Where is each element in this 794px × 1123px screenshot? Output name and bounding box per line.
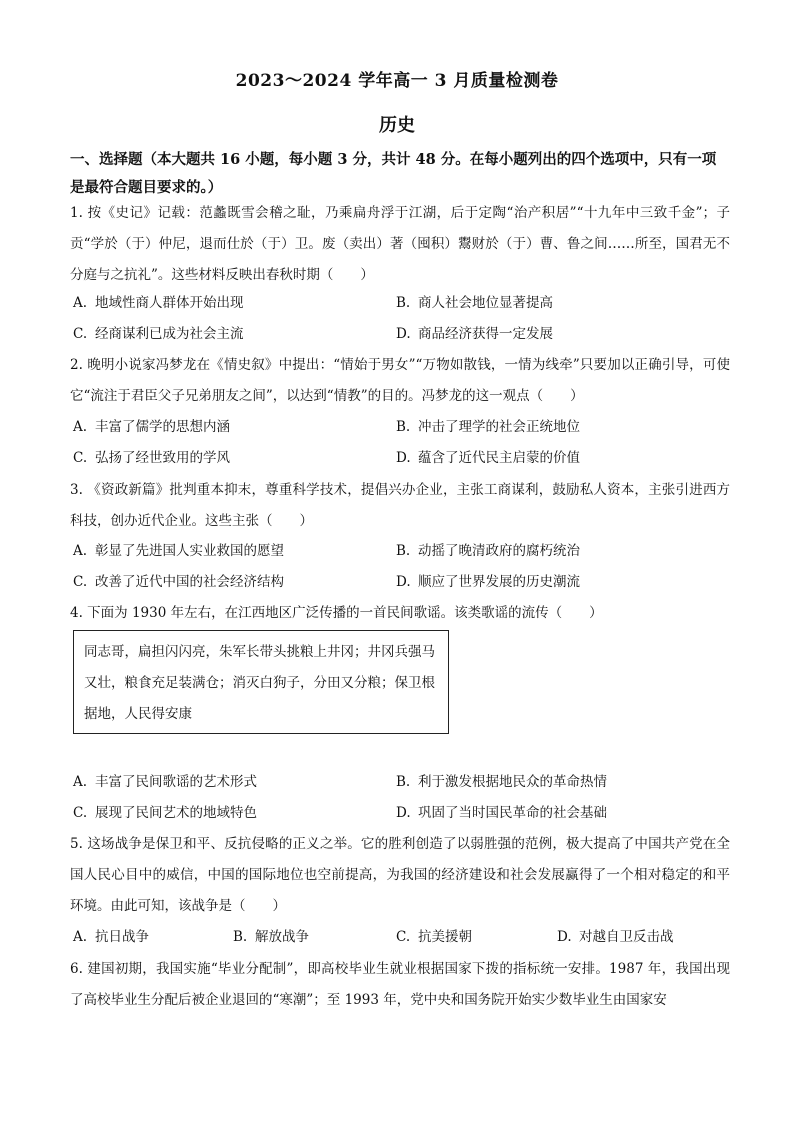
option-d: D. 巩固了当时国民革命的社会基础 xyxy=(396,805,607,821)
option-c: C. 展现了民间艺术的地域特色 xyxy=(73,805,257,821)
option-b: B. 解放战争 xyxy=(233,929,309,945)
option-a: A. 彰显了先进国人实业救国的愿望 xyxy=(73,543,284,559)
question-6-stem: 6. 建国初期，我国实施“毕业分配制”，即高校毕业生就业根据国家下拨的指标统一安排。1987 年，我国出现了高校毕业生分配后被企业退回的“寒潮”；至 1993 年，党中央和国务院开始实少数毕业生由国家安 xyxy=(70,961,730,1008)
option-c: C. 经商谋利已成为社会主流 xyxy=(73,326,244,342)
option-a: A. 丰富了儒学的思想内涵 xyxy=(73,419,230,435)
option-c: C. 抗美援朝 xyxy=(396,929,472,945)
question-3-stem: 3. 《资政新篇》批判重本抑末，尊重科学技术，提倡兴办企业，主张工商谋利，鼓励私人资本，主张引进西方科技，创办近代企业。这些主张（ ） xyxy=(70,482,730,529)
option-b: B. 动摇了晚清政府的腐朽统治 xyxy=(396,543,580,559)
option-a: A. 抗日战争 xyxy=(73,929,149,945)
option-a: A. 丰富了民间歌谣的艺术形式 xyxy=(73,774,257,790)
question-3-options-row-2 xyxy=(70,567,730,598)
question-4-options-row-2 xyxy=(70,798,730,829)
exam-title: 2023～2024 学年高一 3 月质量检测卷 xyxy=(235,71,559,91)
question-4-stem: 4. 下面为 1930 年左右，在江西地区广泛传播的一首民间歌谣。该类歌谣的流传（ ） xyxy=(70,605,603,621)
question-2-stem: 2. 晚明小说家冯梦龙在《情史叙》中提出：“情始于男女”“万物如散钱，一情为线牵”只要加以正确引导，可使它“流注于君臣父子兄弟朋友之间”，以达到“情教”的目的。冯梦龙的这一观点（ ） xyxy=(70,357,730,404)
option-d: D. 蕴含了近代民主启蒙的价值 xyxy=(396,450,580,466)
question-1-stem: 1. 按《史记》记载：范蠡既雪会稽之耻，乃乘扁舟浮于江湖，后于定陶“治产积居”“十九年中三致千金”；子贡“学於（于）仲尼，退而仕於（于）卫。废（卖出）著（囤积）鬻财於（于）曹、鲁之间……所至，国君无不分庭与之抗礼”。这些材料反映出春秋时期（ ） xyxy=(70,205,730,283)
question-1-options-row-1 xyxy=(70,288,730,319)
question-5-options-row xyxy=(70,922,730,953)
question-5-stem: 5. 这场战争是保卫和平、反抗侵略的正义之举。它的胜利创造了以弱胜强的范例，极大提高了中国共产党在全国人民心目中的威信，中国的国际地位也空前提高，为我国的经济建设和社会发展赢得了一个相对稳定的和平环境。由此可知，该战争是（ ） xyxy=(70,836,730,914)
option-d: D. 商品经济获得一定发展 xyxy=(396,326,553,342)
question-1-options-row-2 xyxy=(70,319,730,350)
question-4-options-row-1 xyxy=(70,767,730,798)
question-3-options-row-1 xyxy=(70,536,730,567)
option-a: A. 地域性商人群体开始出现 xyxy=(73,295,244,311)
question-2-options-row-1 xyxy=(70,412,730,443)
folk-song-material-box: 同志哥，扁担闪闪亮，朱军长带头挑粮上井冈；井冈兵强马又壮，粮食充足装满仓；消灭白狗子，分田又分粮；保卫根据地，人民得安康 xyxy=(73,630,449,734)
option-b: B. 利于激发根据地民众的革命热情 xyxy=(396,774,607,790)
subject-title: 历史 xyxy=(379,115,415,136)
section-heading: 一、选择题（本大题共 16 小题，每小题 3 分，共计 48 分。在每小题列出的四个选项中，只有一项是最符合题目要求的。） xyxy=(70,151,717,196)
option-d: D. 对越自卫反击战 xyxy=(557,929,674,945)
option-b: B. 冲击了理学的社会正统地位 xyxy=(396,419,580,435)
option-d: D. 顺应了世界发展的历史潮流 xyxy=(396,574,580,590)
option-c: C. 改善了近代中国的社会经济结构 xyxy=(73,574,284,590)
option-c: C. 弘扬了经世致用的学风 xyxy=(73,450,230,466)
option-b: B. 商人社会地位显著提高 xyxy=(396,295,553,311)
question-2-options-row-2 xyxy=(70,443,730,474)
